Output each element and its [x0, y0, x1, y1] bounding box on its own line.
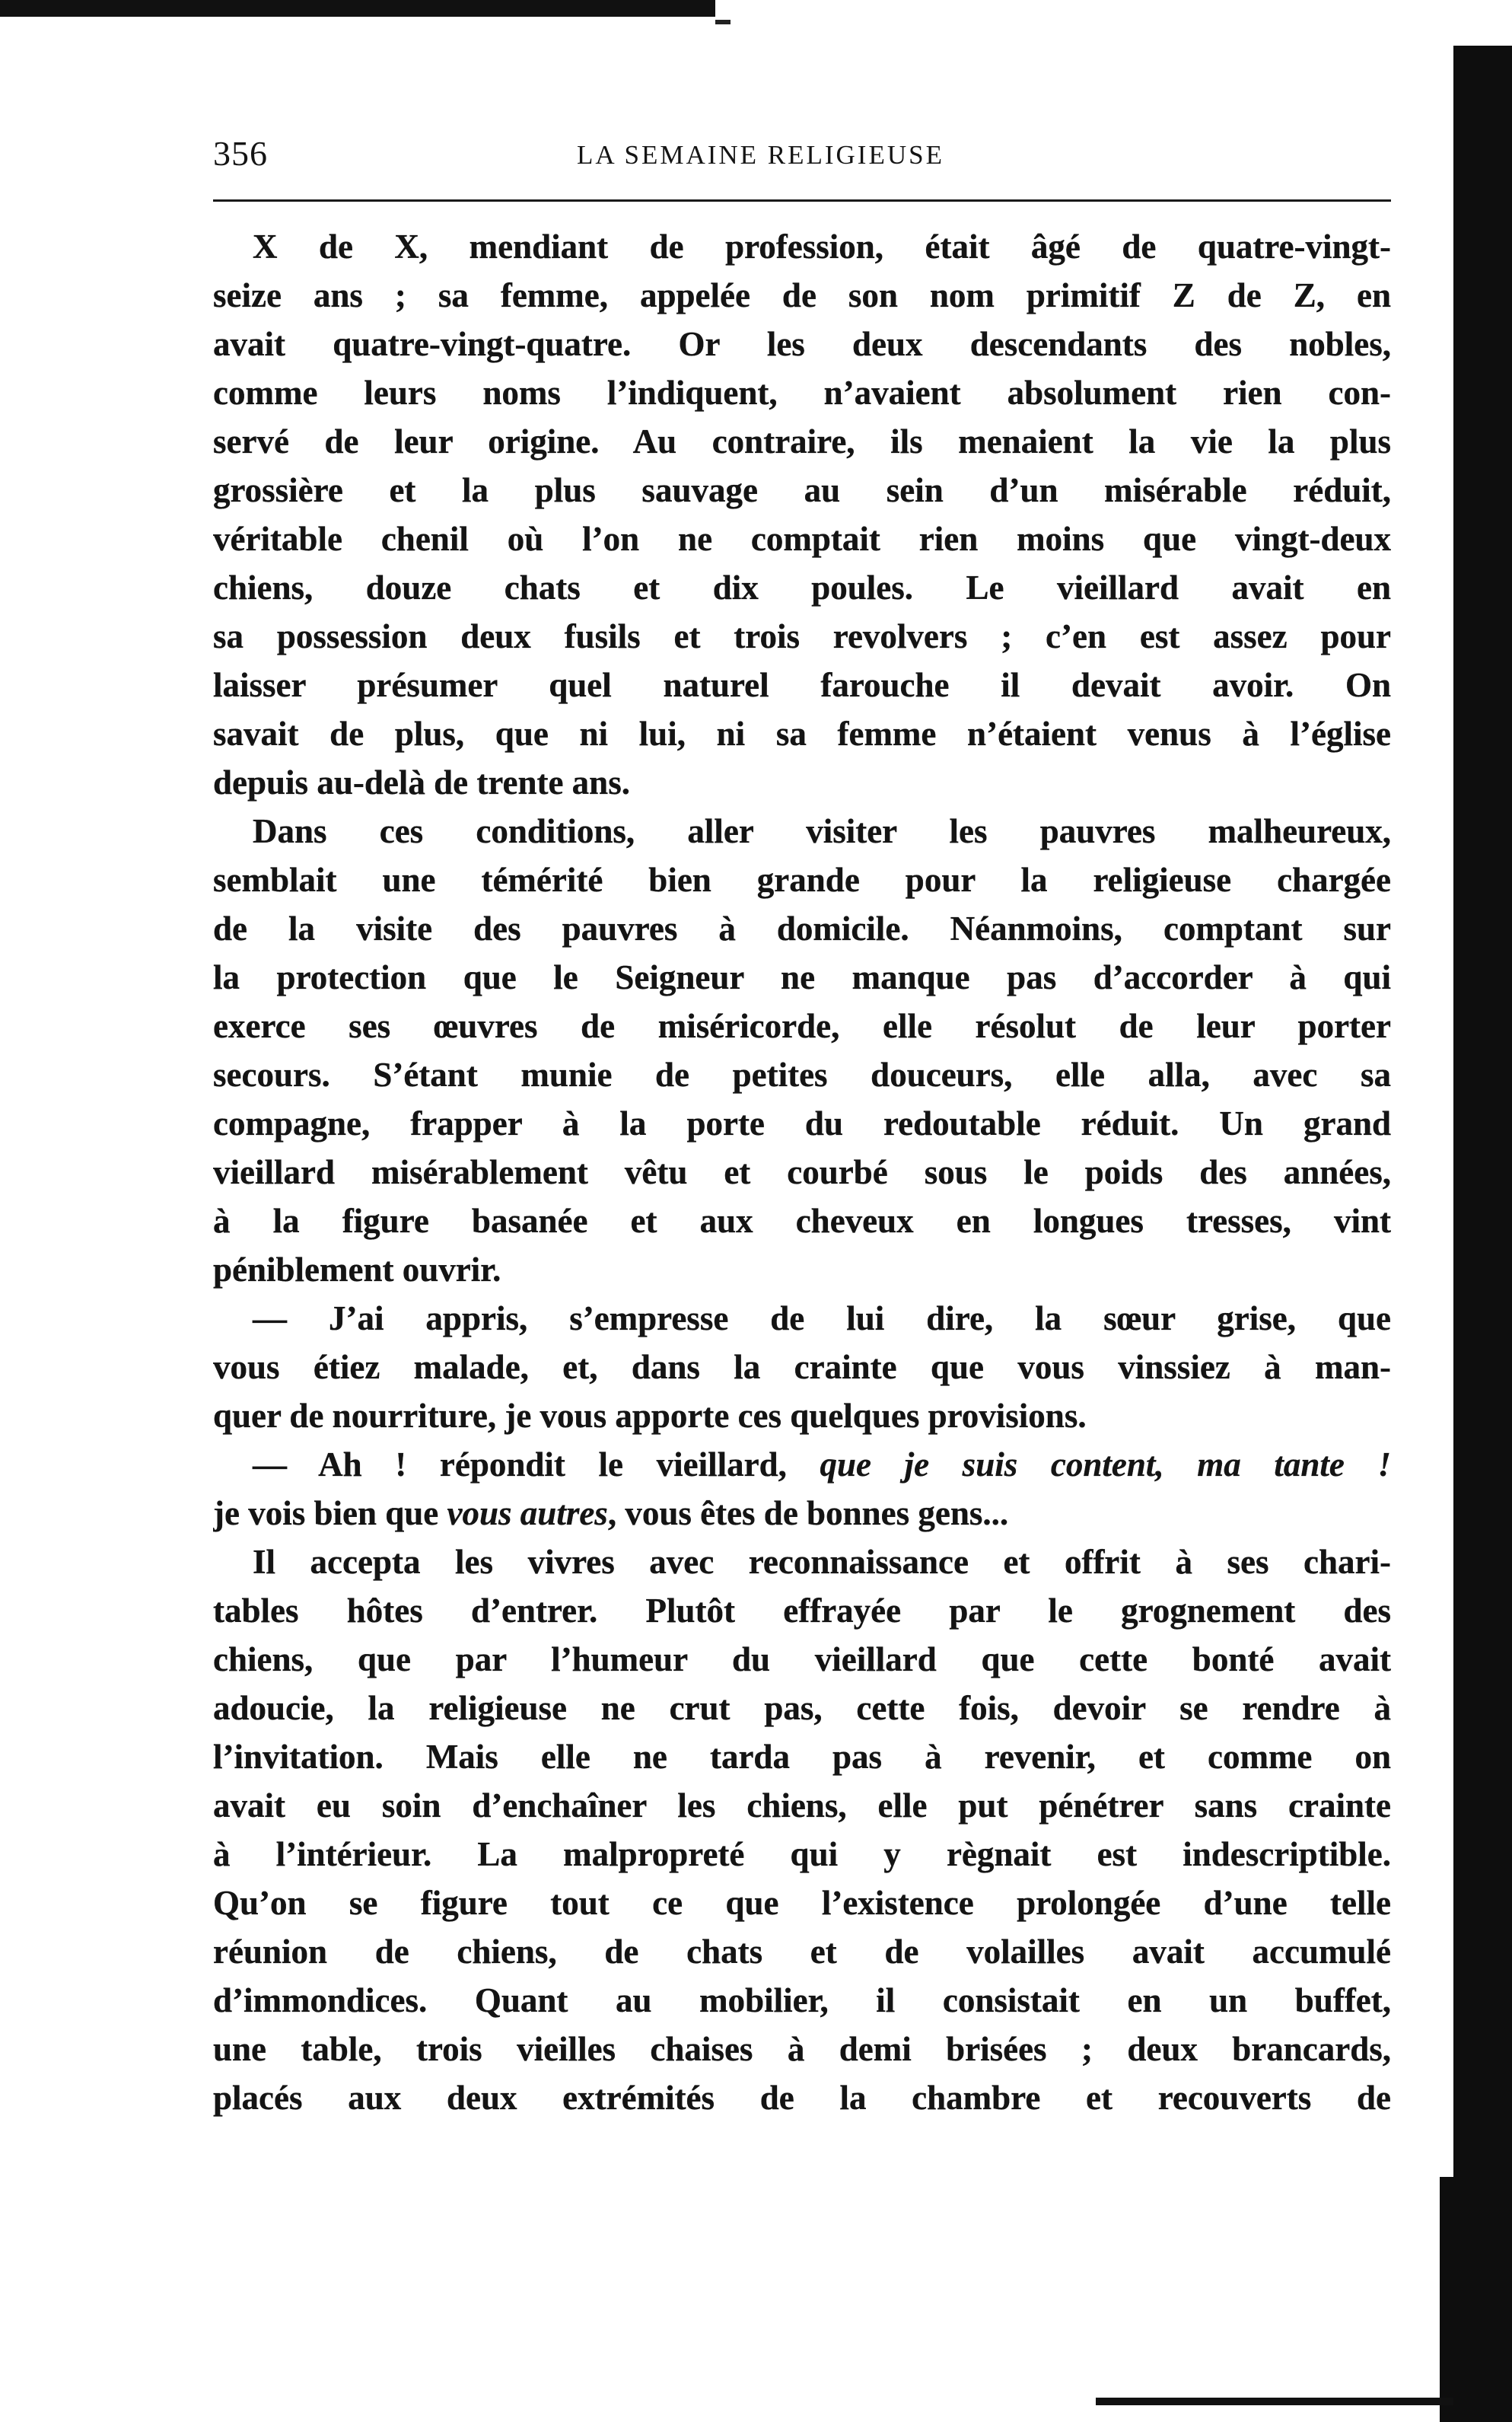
text-line: X de X, mendiant de profession, était âgé de quatre-vingt- [253, 228, 1391, 266]
text-line: Dans ces conditions, aller visiter les pauvres malheureux, [253, 812, 1391, 850]
text-line-segment: vous autres [447, 1494, 608, 1532]
text-line: avait quatre-vingt-quatre. Or les deux descendants des nobles, [213, 325, 1391, 363]
body-text [213, 222, 1391, 2122]
text-line: servé de leur origine. Au contraire, ils menaient la vie la plus [213, 422, 1391, 460]
scan-border-bottom [1096, 2398, 1453, 2405]
text-line: vous étiez malade, et, dans la crainte que vous vinssiez à man- [213, 1348, 1391, 1386]
page-number: 356 [213, 134, 268, 173]
text-line: secours. S’étant munie de petites douceurs, elle alla, avec sa [213, 1056, 1391, 1094]
text-line: savait de plus, que ni lui, ni sa femme n’étaient venus à l’église [213, 715, 1391, 753]
text-line: péniblement ouvrir. [213, 1251, 501, 1289]
text-line: grossière et la plus sauvage au sein d’un misérable réduit, [213, 471, 1391, 509]
text-line: — J’ai appris, s’empresse de lui dire, la sœur grise, que [253, 1299, 1391, 1337]
text-line: la protection que le Seigneur ne manque pas d’accorder à qui [213, 958, 1391, 996]
text-line: une table, trois vieilles chaises à demi brisées ; deux brancards, [213, 2030, 1391, 2068]
running-head [213, 131, 1393, 177]
text-line [213, 1489, 1391, 1538]
text-line: semblait une témérité bien grande pour la religieuse chargée [213, 861, 1391, 899]
journal-title: LA SEMAINE RELIGIEUSE [577, 140, 944, 170]
text-line [213, 1440, 1391, 1489]
scan-border-right-lower [1440, 2177, 1455, 2422]
text-line-segment: , vous êtes de bonnes gens... [607, 1494, 1009, 1532]
text-line: l’invitation. Mais elle ne tarda pas à revenir, et comme on [213, 1738, 1391, 1776]
text-line: laisser présumer quel naturel farouche il devait avoir. On [213, 666, 1391, 704]
text-line: quer de nourriture, je vous apporte ces quelques provisions. [213, 1397, 1087, 1435]
text-line: placés aux deux extrémités de la chambre et recouverts de [213, 2079, 1391, 2117]
text-line: comme leurs noms l’indiquent, n’avaient absolument rien con- [213, 374, 1391, 412]
text-line-segment: — Ah ! répondit le vieillard, [253, 1445, 820, 1483]
scan-border-top-fragment [715, 20, 731, 24]
text-line: tables hôtes d’entrer. Plutôt effrayée par le grognement des [213, 1592, 1391, 1630]
header-rule [213, 199, 1391, 202]
text-line: compagne, frapper à la porte du redoutable réduit. Un grand [213, 1104, 1391, 1142]
text-line: vieillard misérablement vêtu et courbé sous le poids des années, [213, 1153, 1391, 1191]
text-line: depuis au-delà de trente ans. [213, 763, 630, 801]
text-line: à la figure basanée et aux cheveux en longues tresses, vint [213, 1202, 1391, 1240]
text-line: de la visite des pauvres à domicile. Néanmoins, comptant sur [213, 910, 1391, 948]
text-line: véritable chenil où l’on ne comptait rien moins que vingt-deux [213, 520, 1391, 558]
text-line: Il accepta les vivres avec reconnaissance et offrit à ses chari- [253, 1543, 1391, 1581]
text-line: chiens, que par l’humeur du vieillard que cette bonté avait [213, 1640, 1391, 1678]
text-line: réunion de chiens, de chats et de volailles avait accumulé [213, 1933, 1391, 1971]
text-line: Qu’on se figure tout ce que l’existence prolongée d’une telle [213, 1884, 1391, 1922]
text-line: sa possession deux fusils et trois revolvers ; c’en est assez pour [213, 617, 1391, 655]
scan-border-top [0, 0, 715, 17]
scan-border-right [1453, 46, 1512, 2422]
text-line: à l’intérieur. La malpropreté qui y règnait est indescriptible. [213, 1835, 1391, 1873]
text-line: exerce ses œuvres de miséricorde, elle résolut de leur porter [213, 1007, 1391, 1045]
text-line: avait eu soin d’enchaîner les chiens, elle put pénétrer sans crainte [213, 1786, 1391, 1824]
text-line: seize ans ; sa femme, appelée de son nom primitif Z de Z, en [213, 276, 1391, 314]
text-line-segment: que je suis content, ma tante ! [820, 1445, 1391, 1483]
text-line: adoucie, la religieuse ne crut pas, cette fois, devoir se rendre à [213, 1689, 1391, 1727]
text-line-segment: je vois bien que [213, 1494, 447, 1532]
text-line: d’immondices. Quant au mobilier, il consistait en un buffet, [213, 1981, 1391, 2019]
text-line: chiens, douze chats et dix poules. Le vieillard avait en [213, 569, 1391, 607]
